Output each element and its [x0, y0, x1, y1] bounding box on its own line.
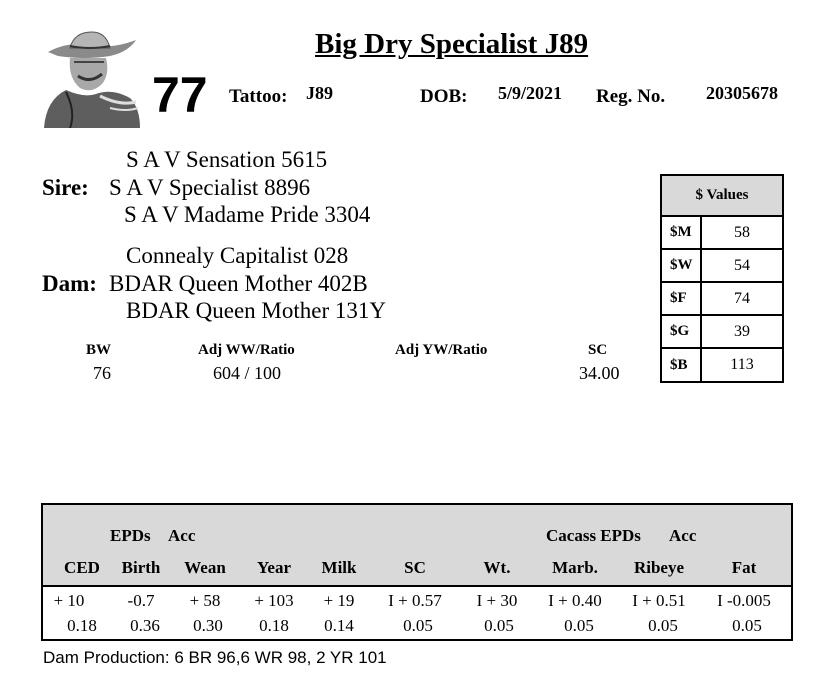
epd-col-ribeye: Ribeye	[633, 558, 685, 577]
table-row	[662, 250, 782, 283]
epd-col-fat: Fat	[731, 558, 757, 577]
epd-col-sc: SC	[404, 558, 426, 577]
epd-acc-year: 0.18	[259, 616, 289, 635]
tattoo-label: Tattoo:	[229, 86, 288, 107]
dam-sire: Connealy Capitalist 028	[126, 243, 349, 268]
reg-no-value: 20305678	[706, 83, 778, 103]
epd-table	[41, 503, 793, 641]
tattoo-value: J89	[306, 83, 333, 103]
epd-value-year: + 103	[254, 591, 294, 610]
dam-dam: BDAR Queen Mother 131Y	[126, 298, 386, 323]
epd-col-wean: Wean	[184, 558, 226, 577]
adj-yw-label: Adj YW/Ratio	[395, 342, 488, 358]
dob-label: DOB:	[420, 86, 468, 107]
epd-value-milk: + 19	[323, 591, 355, 610]
table-row	[662, 349, 782, 381]
dollar-value-key: $W	[662, 250, 702, 281]
bw-label: BW	[86, 342, 112, 358]
epd-acc-birth: 0.36	[130, 616, 160, 635]
sire-label: Sire:	[42, 175, 89, 200]
cowboy-logo-image	[40, 28, 140, 128]
dollar-value: 54	[734, 256, 750, 274]
epd-value-ribeye: I + 0.51	[632, 591, 686, 610]
animal-name-title: Big Dry Specialist J89	[315, 28, 589, 60]
sire-name: S A V Specialist 8896	[109, 175, 311, 200]
dollar-values-title: $ Values	[662, 176, 782, 217]
epd-col-marb: Marb.	[552, 558, 598, 577]
epd-value-fat: I -0.005	[717, 591, 771, 610]
lot-number: 77	[152, 67, 208, 123]
epd-col-ced: CED	[64, 558, 100, 577]
reg-no-label: Reg. No.	[596, 86, 666, 107]
bw-value: 76	[93, 363, 111, 383]
epd-value-marb: I + 0.40	[548, 591, 602, 610]
epd-col-milk: Milk	[321, 558, 357, 577]
dollar-value: 58	[734, 223, 750, 241]
dollar-value: 113	[730, 356, 754, 373]
dollar-value: 74	[734, 289, 750, 307]
dollar-value: 39	[734, 322, 750, 340]
adj-ww-label: Adj WW/Ratio	[198, 342, 295, 358]
table-row	[662, 283, 782, 316]
carcass-acc-heading: Acc	[669, 526, 697, 545]
epd-acc-wean: 0.30	[193, 616, 223, 635]
sc-value: 34.00	[579, 363, 620, 383]
epd-acc-ribeye: 0.05	[648, 616, 678, 635]
table-row	[662, 316, 782, 349]
dollar-value-key: $B	[662, 349, 702, 381]
epd-acc-fat: 0.05	[732, 616, 762, 635]
epd-value-wt: I + 30	[476, 591, 518, 610]
sire-dam: S A V Madame Pride 3304	[124, 202, 371, 227]
epd-col-birth: Birth	[121, 558, 161, 577]
epd-col-year: Year	[257, 558, 291, 577]
dam-name: BDAR Queen Mother 402B	[109, 271, 368, 296]
epd-value-sc: I + 0.57	[388, 591, 442, 610]
sc-label: SC	[588, 342, 608, 358]
epd-value-wean: + 58	[189, 591, 221, 610]
dollar-value-key: $M	[662, 217, 702, 248]
dob-value: 5/9/2021	[498, 83, 563, 103]
epd-acc-wt: 0.05	[484, 616, 514, 635]
table-row	[662, 217, 782, 250]
epd-acc-marb: 0.05	[564, 616, 594, 635]
epd-acc-sc: 0.05	[403, 616, 433, 635]
sire-sire: S A V Sensation 5615	[126, 147, 328, 172]
epd-acc-ced: 0.18	[67, 616, 97, 635]
epd-col-wt: Wt.	[483, 558, 511, 577]
adj-ww-value: 604 / 100	[213, 363, 282, 383]
dam-label: Dam:	[42, 271, 97, 296]
epd-value-ced: + 10	[53, 591, 85, 610]
epd-acc-milk: 0.14	[324, 616, 354, 635]
dollar-value-key: $F	[662, 283, 702, 314]
dollar-values-table	[660, 174, 784, 383]
dam-production: Dam Production: 6 BR 96,6 WR 98, 2 YR 101	[43, 648, 387, 667]
epds-heading: EPDs	[110, 526, 151, 545]
epd-value-birth: -0.7	[127, 591, 155, 610]
epds-acc-heading: Acc	[168, 526, 196, 545]
dollar-value-key: $G	[662, 316, 702, 347]
carcass-epds-heading: Cacass EPDs	[546, 526, 641, 545]
